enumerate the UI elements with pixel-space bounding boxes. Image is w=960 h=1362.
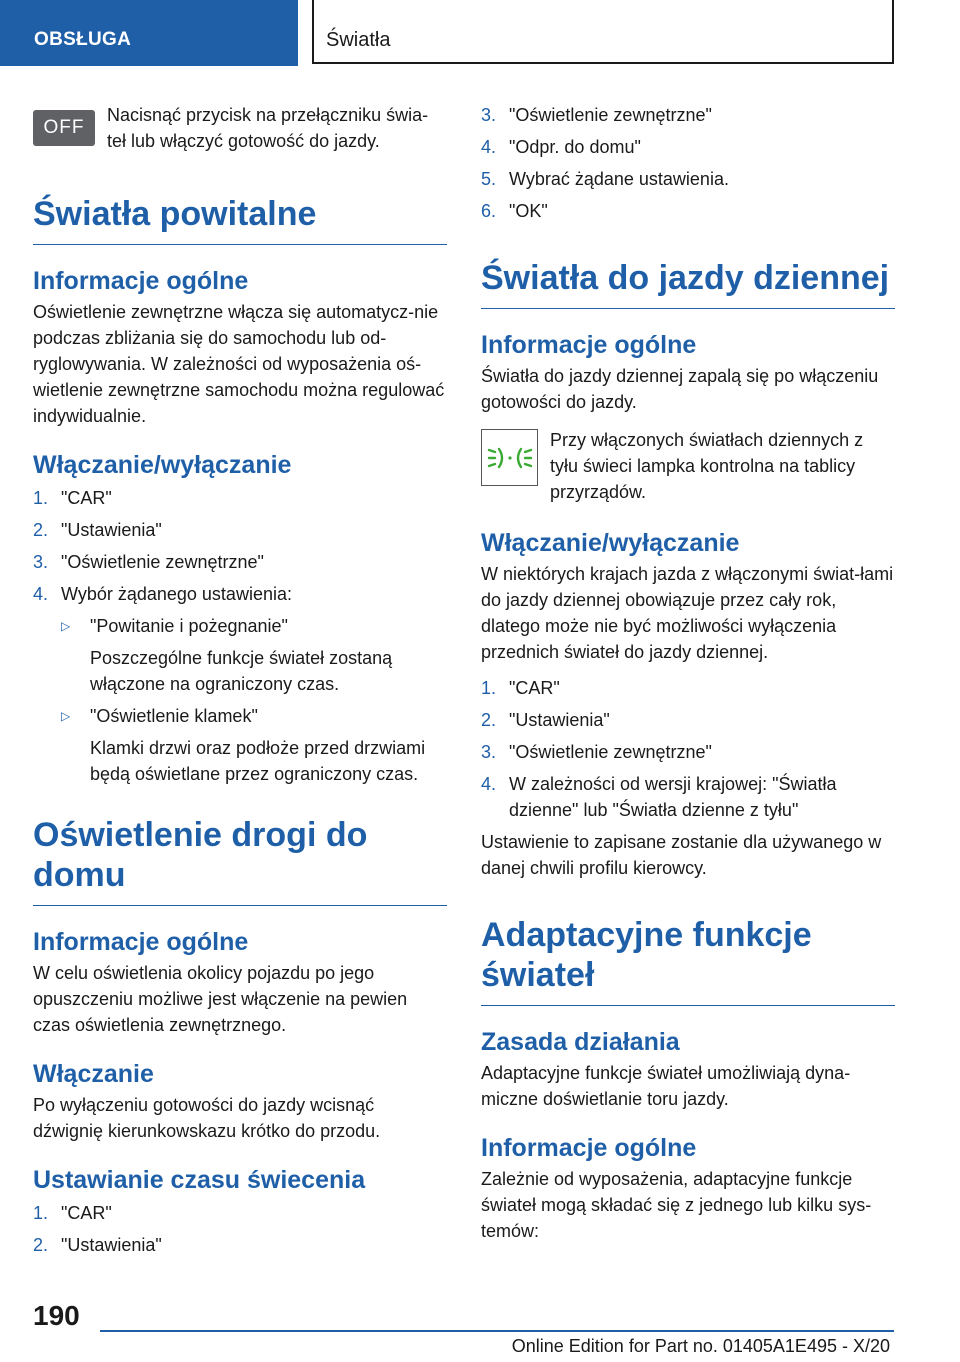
heading-home-info: Informacje ogólne bbox=[33, 928, 249, 956]
page-header bbox=[0, 0, 960, 66]
heading-adaptive-info: Informacje ogólne bbox=[481, 1134, 697, 1162]
off-instruction-text: Nacisnąć przycisk na przełączniku świa-teł lub włączyć gotowość do jazdy. bbox=[107, 105, 429, 151]
heading-drl-switch: Włączanie/wyłączanie bbox=[481, 529, 740, 557]
home-time-steps-continued bbox=[481, 102, 895, 224]
page-title: Światła bbox=[312, 0, 894, 64]
daytime-running-light-icon bbox=[481, 429, 538, 486]
off-button-icon: OFF bbox=[33, 110, 95, 146]
right-column bbox=[481, 96, 895, 1244]
list-item: 1. "CAR" bbox=[33, 488, 112, 508]
drl-note-text: Ustawienie to zapisane zostanie dla używanego w danej chwili profilu kierowcy. bbox=[481, 832, 882, 878]
list-item: 1. "CAR" bbox=[481, 678, 560, 698]
list-item: 4. Wybór żądanego ustawienia: bbox=[33, 584, 292, 604]
adaptive-principle-text: Adaptacyjne funkcje świateł umożliwiają dyna-miczne doświetlanie toru jazdy. bbox=[481, 1063, 851, 1109]
section-label: OBSŁUGA bbox=[0, 0, 298, 66]
list-item: 3. "Oświetlenie zewnętrzne" bbox=[33, 552, 264, 572]
list-item: 3. "Oświetlenie zewnętrzne" bbox=[481, 105, 712, 125]
list-item: 3. "Oświetlenie zewnętrzne" bbox=[481, 742, 712, 762]
list-item: 5. Wybrać żądane ustawienia. bbox=[481, 169, 729, 189]
triangle-bullet-icon: ▷ bbox=[61, 709, 71, 723]
drl-indicator-text: Przy włączonych światłach dziennych z tyłu świeci lampka kontrolna na tablicy przyrządów. bbox=[550, 430, 864, 502]
footer-divider bbox=[100, 1330, 894, 1332]
home-time-steps bbox=[33, 1200, 447, 1258]
heading-home-on: Włączanie bbox=[33, 1060, 154, 1088]
list-item: 6. "OK" bbox=[481, 201, 548, 221]
heading-welcome-info: Informacje ogólne bbox=[33, 267, 249, 295]
heading-drl-info: Informacje ogólne bbox=[481, 331, 697, 359]
list-item: 4. "Odpr. do domu" bbox=[481, 137, 641, 157]
list-item: 2. "Ustawienia" bbox=[481, 710, 610, 730]
adaptive-info-text: Zależnie od wyposażenia, adaptacyjne funkcje świateł mogą składać się z jednego lub kilku sys-temów: bbox=[481, 1169, 872, 1241]
home-on-text: Po wyłączeniu gotowości do jazdy wcisnąć dźwignię kierunkowskazu krótko do przodu. bbox=[33, 1095, 381, 1141]
list-item: 2. "Ustawienia" bbox=[33, 520, 162, 540]
drl-info-text: Światła do jazdy dziennej zapalą się po włączeniu gotowości do jazdy. bbox=[481, 366, 879, 412]
page-number: 190 bbox=[33, 1300, 80, 1331]
left-column bbox=[33, 96, 447, 1264]
page-footer bbox=[0, 1296, 960, 1362]
heading-home-time: Ustawianie czasu świecenia bbox=[33, 1166, 366, 1194]
list-item: 2. "Ustawienia" bbox=[33, 1235, 162, 1255]
heading-adaptive-principle: Zasada działania bbox=[481, 1028, 680, 1056]
list-item: 4. W zależności od wersji krajowej: "Światła dzienne" lub "Światła dzienne z tyłu" bbox=[481, 774, 837, 820]
drl-indicator-note bbox=[481, 427, 895, 505]
heading-welcome-lights: Światła powitalne bbox=[33, 194, 447, 245]
off-instruction bbox=[33, 96, 447, 154]
heading-daytime-lights: Światła do jazdy dziennej bbox=[481, 258, 895, 309]
welcome-steps bbox=[33, 485, 447, 607]
edition-label: Online Edition for Part no. 01405A1E495 - X/20 bbox=[511, 1336, 890, 1356]
heading-welcome-switch: Włączanie/wyłączanie bbox=[33, 451, 292, 479]
triangle-bullet-icon: ▷ bbox=[61, 619, 71, 633]
list-item: 1. "CAR" bbox=[33, 1203, 112, 1223]
drl-switch-text: W niektórych krajach jazda z włączonymi świat-łami do jazdy dziennej obowiązuje przez cały rok, dlatego może nie być możliwości wyłączenia przednich świateł do jazdy dziennej. bbox=[481, 564, 894, 662]
drl-steps bbox=[481, 675, 895, 823]
home-info-text: W celu oświetlenia okolicy pojazdu po jego opuszczeniu możliwe jest włączenie na pewien czas oświetlenia zewnętrznego. bbox=[33, 963, 408, 1035]
bullet-item: ▷ "Powitanie i pożegnanie" Poszczególne funkcje świateł zostaną włączone na ograniczony czas. bbox=[61, 613, 447, 703]
heading-home-lights: Oświetlenie drogi do domu bbox=[33, 815, 447, 906]
heading-adaptive-lights: Adaptacyjne funkcje świateł bbox=[481, 915, 895, 1006]
bullet-item: ▷ "Oświetlenie klamek" Klamki drzwi oraz podłoże przed drzwiami będą oświetlane przez ograniczony czas. bbox=[61, 703, 447, 793]
welcome-info-text: Oświetlenie zewnętrzne włącza się automatycz-nie podczas zbliżania się do samochodu lub od-ryglowywania. W zależności od wyposażenia oś-wietlenie zewnętrzne samochodu można regulować indywidualnie. bbox=[33, 302, 445, 426]
